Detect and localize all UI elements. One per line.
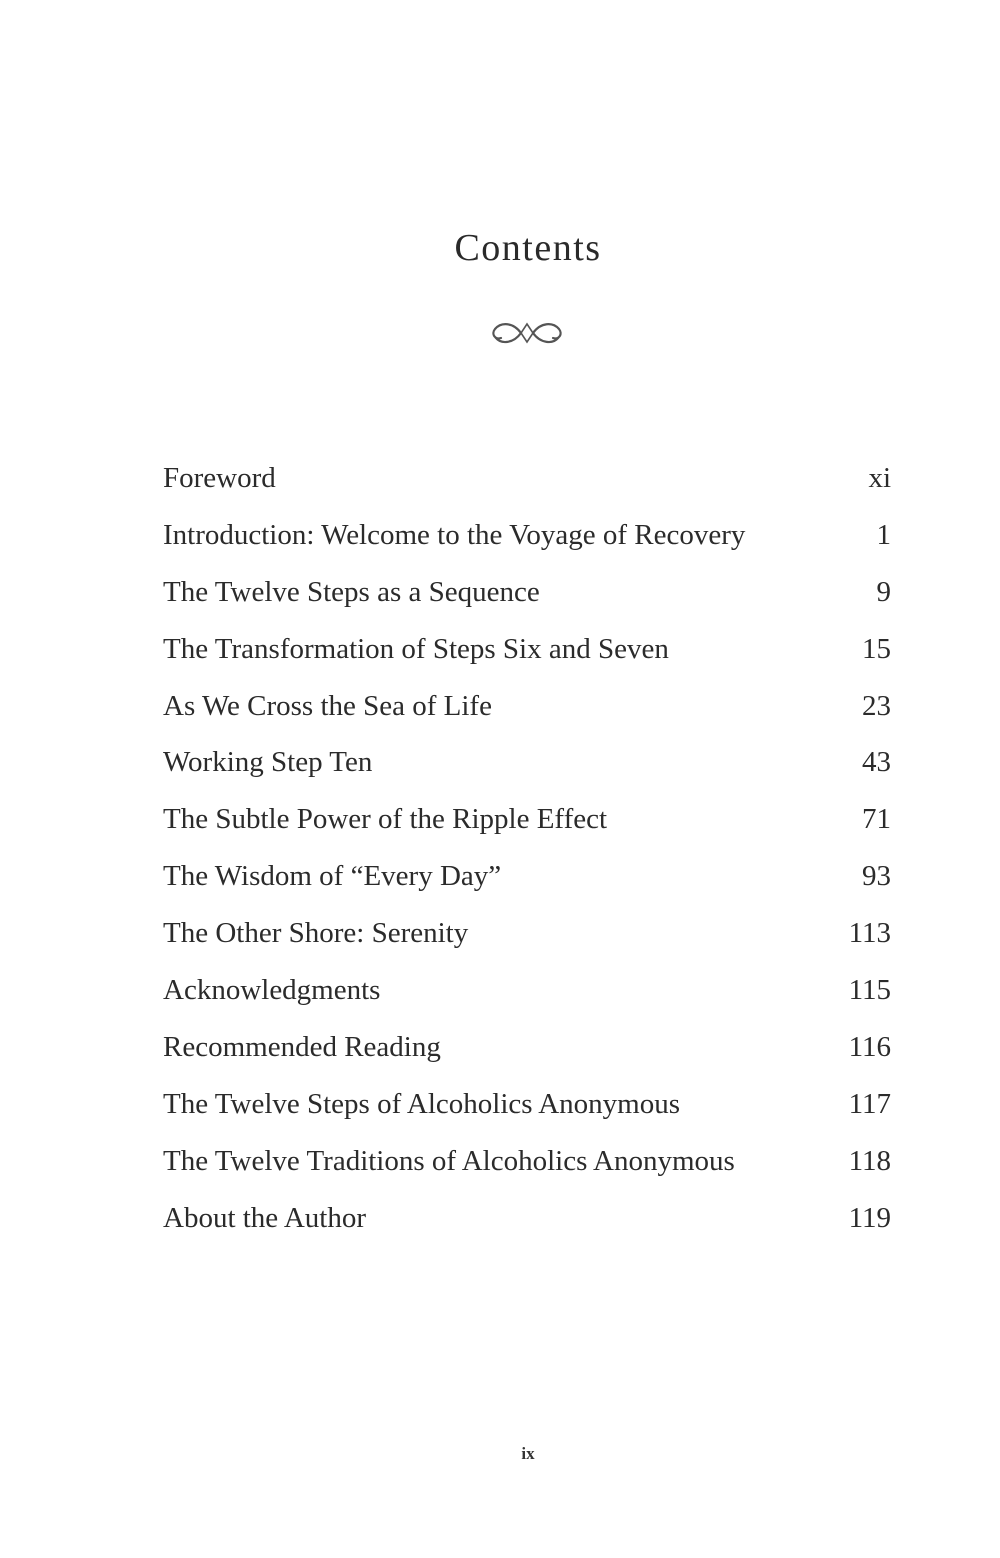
toc-entry[interactable] (163, 1019, 891, 1076)
toc-entry[interactable] (163, 1190, 891, 1247)
toc-entry[interactable] (163, 905, 891, 962)
toc-entry[interactable] (163, 1076, 891, 1133)
toc-entry-title: Working Step Ten (163, 746, 373, 779)
toc-entry-page: 15 (862, 632, 891, 665)
page-title: Contents (454, 227, 602, 269)
toc-entry[interactable] (163, 791, 891, 848)
toc-entry-title: The Twelve Steps as a Sequence (163, 575, 540, 608)
toc-entry[interactable] (163, 507, 891, 564)
toc-entry[interactable] (163, 621, 891, 678)
toc-entry-title: The Transformation of Steps Six and Seven (163, 632, 669, 665)
toc-entry[interactable] (163, 848, 891, 905)
toc-entry-page: 117 (848, 1087, 891, 1120)
toc-entry-title: Introduction: Welcome to the Voyage of Recovery (163, 518, 746, 551)
toc-entry-page: 9 (876, 575, 891, 608)
toc-entry-title: The Other Shore: Serenity (163, 917, 469, 950)
toc-entry-title: The Twelve Steps of Alcoholics Anonymous (163, 1087, 680, 1120)
toc-entry[interactable] (163, 734, 891, 791)
toc-entry-title: The Subtle Power of the Ripple Effect (163, 803, 608, 836)
toc-entry-title: Acknowledgments (163, 974, 381, 1007)
toc-entry-title: As We Cross the Sea of Life (163, 689, 492, 722)
toc-entry[interactable] (163, 962, 891, 1019)
toc-entry-title: Foreword (163, 462, 276, 494)
toc-entry-title: The Wisdom of “Every Day” (163, 860, 502, 893)
toc-entry-page: 71 (862, 803, 891, 836)
toc-entry[interactable] (163, 1133, 891, 1190)
table-of-contents (163, 450, 891, 1246)
toc-entry-title: Recommended Reading (163, 1030, 441, 1063)
toc-entry-page: 118 (848, 1144, 891, 1177)
toc-entry-title: The Twelve Traditions of Alcoholics Anonymous (163, 1144, 735, 1177)
toc-entry-title: About the Author (163, 1201, 366, 1234)
toc-entry-page: xi (868, 462, 891, 494)
toc-entry-page: 115 (848, 974, 891, 1007)
toc-entry-page: 93 (862, 860, 891, 893)
toc-entry[interactable] (163, 450, 891, 507)
flourish-ornament-icon (487, 316, 567, 350)
toc-entry-page: 113 (848, 917, 891, 950)
toc-entry-page: 119 (848, 1201, 891, 1234)
toc-entry-page: 43 (862, 746, 891, 779)
toc-entry[interactable] (163, 564, 891, 621)
toc-entry-page: 1 (876, 518, 891, 551)
toc-entry-page: 23 (862, 689, 891, 722)
page-number: ix (521, 1444, 535, 1463)
toc-entry-page: 116 (848, 1030, 891, 1063)
toc-entry[interactable] (163, 678, 891, 735)
